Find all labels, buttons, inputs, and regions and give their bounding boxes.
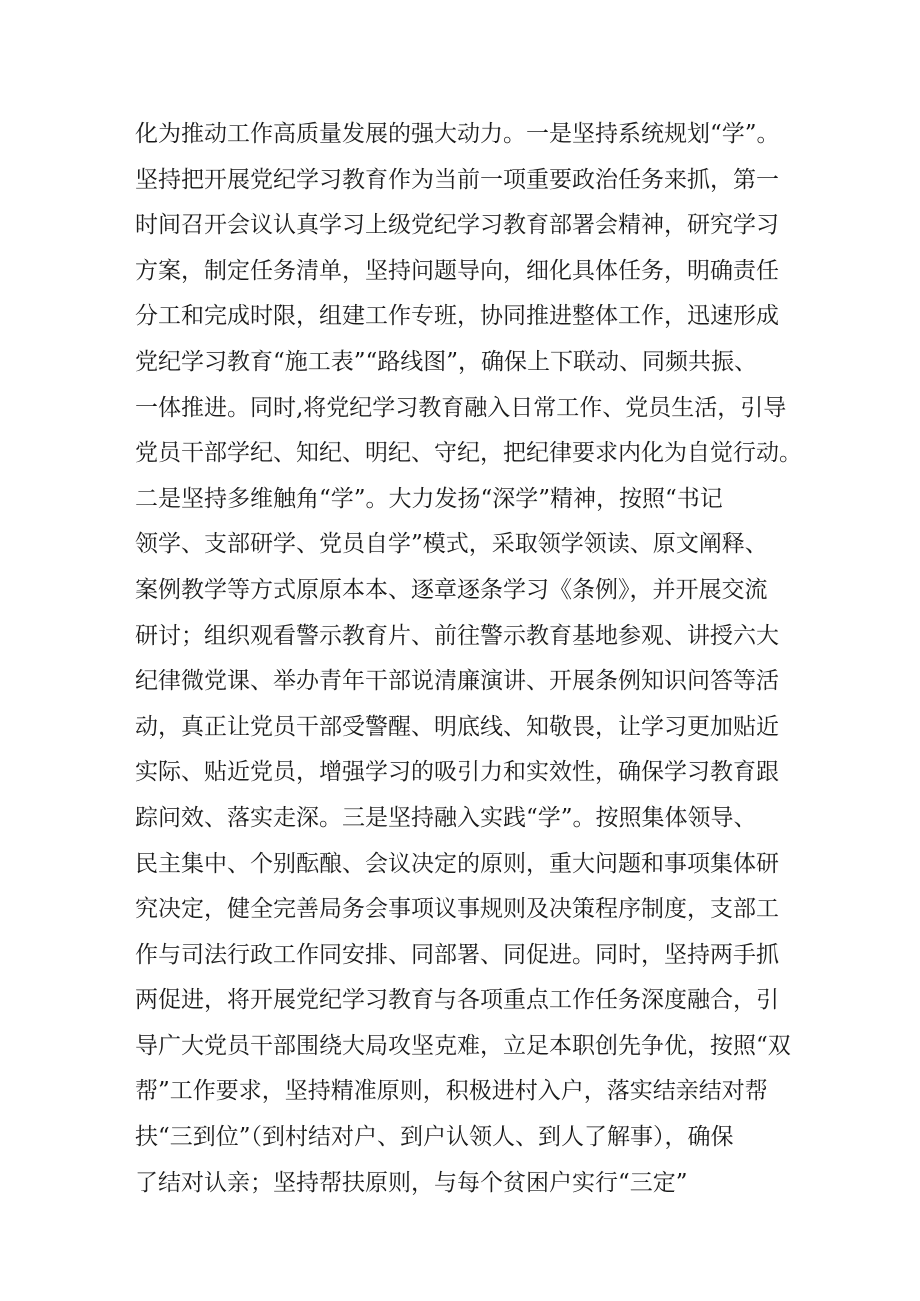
- body-paragraph: [135, 112, 815, 1206]
- text-line: 一体推进。同时,将党纪学习教育融入日常工作、党员生活，引导: [135, 394, 787, 421]
- text-line: 党员干部学纪、知纪、明纪、守纪，把纪律要求内化为自觉行动。: [135, 440, 802, 467]
- text-line: 踪问效、落实走深。三是坚持融入实践“学”。按照集体领导、: [135, 804, 757, 831]
- text-line: 二是坚持多维触角“学”。大力发扬“深学”精神，按照“书记: [135, 485, 723, 512]
- text-line: 化为推动工作高质量发展的强大动力。一是坚持系统规划“学”。: [135, 121, 780, 147]
- text-line: 导广大党员干部围绕大局攻坚克难，立足本职创先争优，按照“双: [135, 1032, 791, 1059]
- text-line: 坚持把开展党纪学习教育作为当前一项重要政治任务来抓，第一: [135, 166, 779, 193]
- text-line: 了结对认亲；坚持帮扶原则，与每个贫困户实行“三定”: [135, 1169, 688, 1196]
- text-line: 两促进，将开展党纪学习教育与各项重点工作任务深度融合，引: [135, 987, 779, 1014]
- text-line: 研讨；组织观看警示教育片、前往警示教育基地参观、讲授六大: [135, 622, 779, 649]
- text-line: 领学、支部研学、党员自学”模式，采取领学领读、原文阐释、: [135, 531, 768, 558]
- text-line: 民主集中、个别酝酿、会议决定的原则，重大问题和事项集体研: [135, 850, 779, 877]
- text-line: 分工和完成时限，组建工作专班，协同推进整体工作，迅速形成: [135, 303, 779, 330]
- text-line: 作与司法行政工作同安排、同部署、同促进。同时，坚持两手抓: [135, 941, 779, 968]
- text-line: 帮”工作要求，坚持精准原则，积极进村入户，落实结亲结对帮: [135, 1078, 768, 1105]
- text-line: 纪律微党课、举办青年干部说清廉演讲、开展条例知识问答等活: [135, 668, 779, 695]
- text-line: 扶“三到位”（到村结对户、到户认领人、到人了解事），确保: [135, 1124, 734, 1151]
- text-line: 实际、贴近党员，增强学习的吸引力和实效性，确保学习教育跟: [135, 759, 779, 786]
- text-line: 究决定，健全完善局务会事项议事规则及决策程序制度，支部工: [135, 896, 779, 923]
- text-line: 时间召开会议认真学习上级党纪学习教育部署会精神，研究学习: [135, 212, 779, 239]
- text-line: 动，真正让党员干部受警醒、明底线、知敬畏，让学习更加贴近: [135, 713, 779, 740]
- text-line: 案例教学等方式原原本本、逐章逐条学习《条例》，并开展交流: [135, 576, 768, 603]
- text-line: 方案，制定任务清单，坚持问题导向，细化具体任务，明确责任: [135, 257, 779, 284]
- text-line: 党纪学习教育“施工表”“路线图”，确保上下联动、同频共振、: [135, 348, 758, 375]
